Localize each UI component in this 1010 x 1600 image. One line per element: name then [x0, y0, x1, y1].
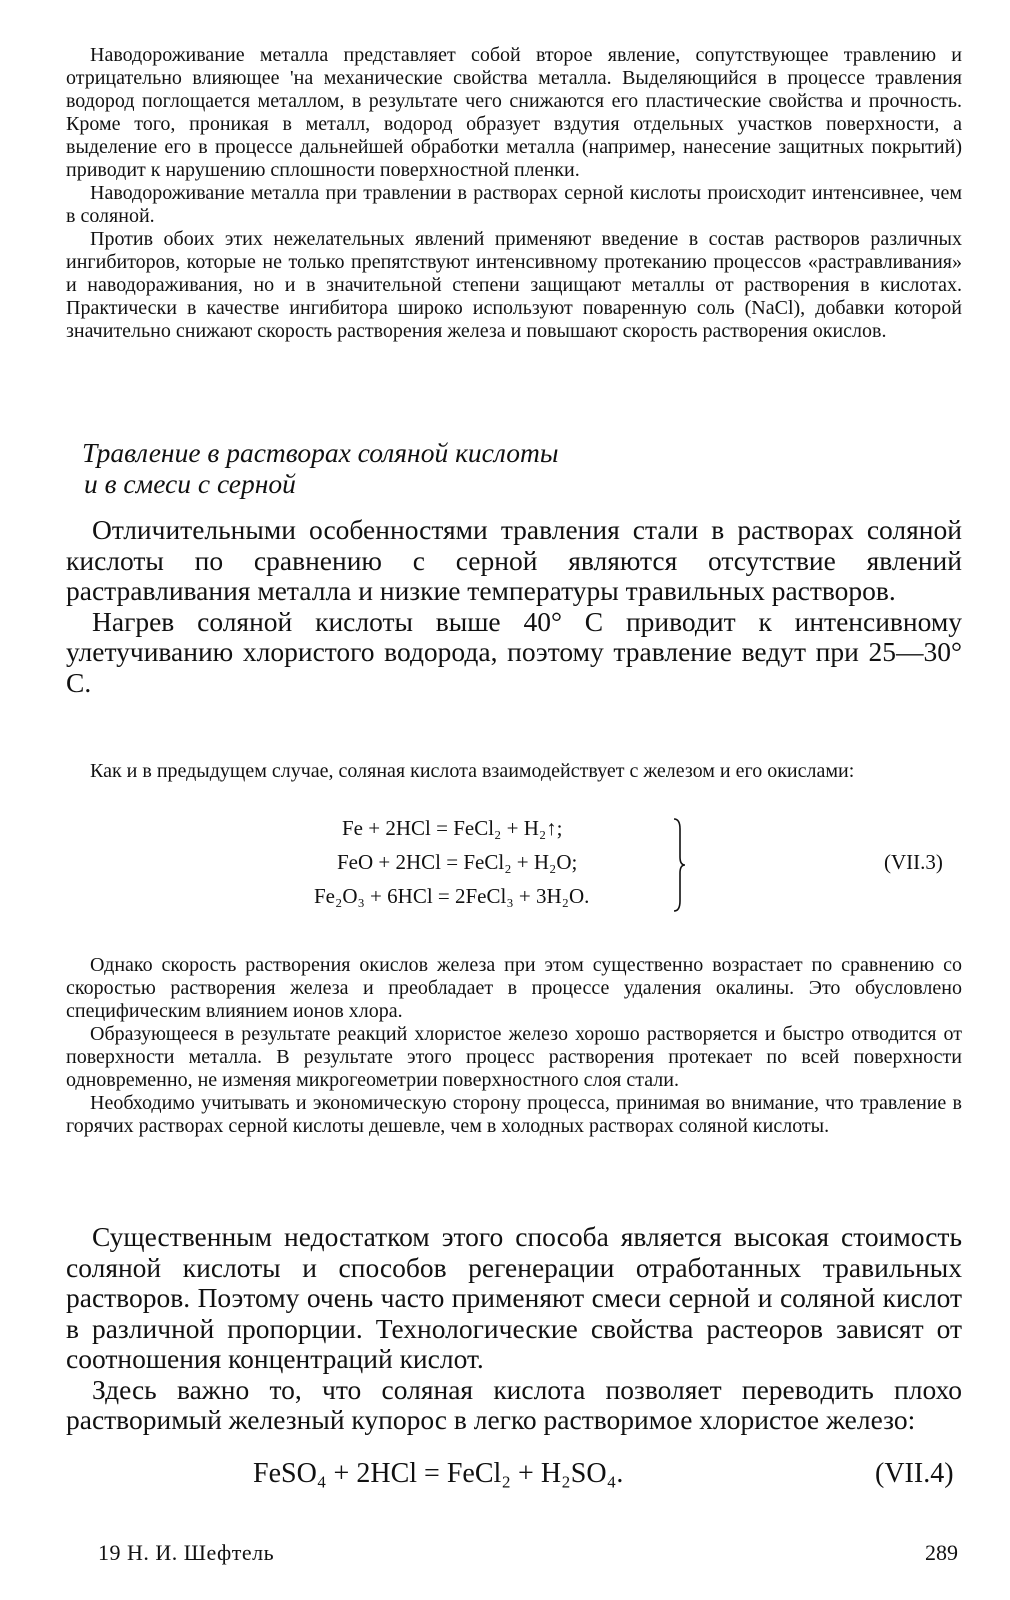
- equation-vii-4: FeSO₄ + 2HCl = FeCl₂ + H₂SO₄.: [253, 1458, 624, 1489]
- section-heading-line: и в смеси с серной: [84, 468, 296, 499]
- large-text-block-1: [66, 515, 962, 698]
- paragraph: Наводороживание металла при травлении в растворах серной кислоты происходит интенсивнее, чем в соляной.: [66, 182, 962, 227]
- paragraph: Образующееся в результате реакций хлористое железо хорошо растворяется и быстро отводится от поверхности металла. В результате этого процесс растворения протекает по всей поверхности одновременно, не изменяя микрогеометрии поверхностного слоя стали.: [66, 1023, 962, 1091]
- equation-line: FeO + 2HCl = FeCl₂ + H₂O;: [337, 850, 578, 874]
- page-number: 289: [925, 1540, 958, 1565]
- top-text-block: [66, 44, 962, 343]
- equation-intro-block: [66, 760, 962, 783]
- section-heading: [82, 437, 782, 499]
- equation-line: Fe + 2HCl = FeCl₂ + H₂↑;: [342, 816, 563, 840]
- paragraph: Наводороживание металла представляет собой второе явление, сопутствующее травлению и отрицательно влияющее 'на механические свойства металла. Выделяющийся в процессе травления водород поглощается металлом, в результате чего снижаются его пластические свойства и прочность. Кроме того, проникая в металл, водород образует вздутия отдельных участков поверхности, а выделение его в процессе дальнейшей обработки металла (например, нанесение защитных покрытий) приводит к нарушению сплошности поверхностной пленки.: [66, 44, 962, 181]
- paragraph: Необходимо учитывать и экономическую сторону процесса, принимая во внимание, что травление в горячих растворах серной кислоты дешевле, чем в холодных растворах соляной кислоты.: [66, 1092, 962, 1137]
- equation-line: Fe₂O₃ + 6HCl = 2FeCl₃ + 3H₂O.: [314, 884, 590, 908]
- printer-signature: 19 Н. И. Шефтель: [98, 1540, 275, 1565]
- paragraph: Здесь важно то, что соляная кислота позволяет переводить плохо растворимый железный купорос в легко растворимое хлористое железо:: [66, 1373, 962, 1435]
- large-text-block-2: [66, 1222, 962, 1436]
- equation-number: (VII.4): [875, 1458, 954, 1489]
- curly-brace-icon: [672, 817, 686, 913]
- mid-text-block: [66, 954, 962, 1138]
- paragraph: Нагрев соляной кислоты выше 40° С приводит к интенсивному улетучиванию хлористого водорода, поэтому травление ведут при 25—30° С.: [66, 605, 962, 698]
- equation-number: (VII.3): [884, 850, 943, 874]
- paragraph: Как и в предыдущем случае, соляная кислота взаимодействует с железом и его окислами:: [90, 760, 855, 782]
- paragraph: Существенным недостатком этого способа является высокая стоимость соляной кислоты и способов регенерации отработанных травильных растворов. Поэтому очень часто применяют смеси серной и соляной кислот в различной пропорции. Технологические свойства растеоров зависят от соотношения концентраций кислот.: [66, 1221, 962, 1374]
- paragraph: Против обоих этих нежелательных явлений применяют введение в состав растворов различных ингибиторов, которые не только препятствуют интенсивному протеканию процессов «растравливания» и наводораживания, но и в значительной степени защищают металлы от растворения в кислотах. Практически в качестве ингибитора широко используют поваренную соль (NaCl), добавки которой значительно снижают скорость растворения железа и повышают скорость растворения окислов.: [66, 228, 962, 342]
- paragraph: Отличительными особенностями травления стали в растворах соляной кислоты по сравнению с серной являются отсутствие явлений растравливания металла и низкие температуры травильных растворов.: [66, 514, 962, 606]
- section-heading-line: Травление в растворах соляной кислоты: [82, 437, 559, 468]
- paragraph: Однако скорость растворения окислов железа при этом существенно возрастает по сравнению со скоростью растворения железа и преобладает в процессе удаления окалины. Это обусловлено специфическим влиянием ионов хлора.: [66, 954, 962, 1022]
